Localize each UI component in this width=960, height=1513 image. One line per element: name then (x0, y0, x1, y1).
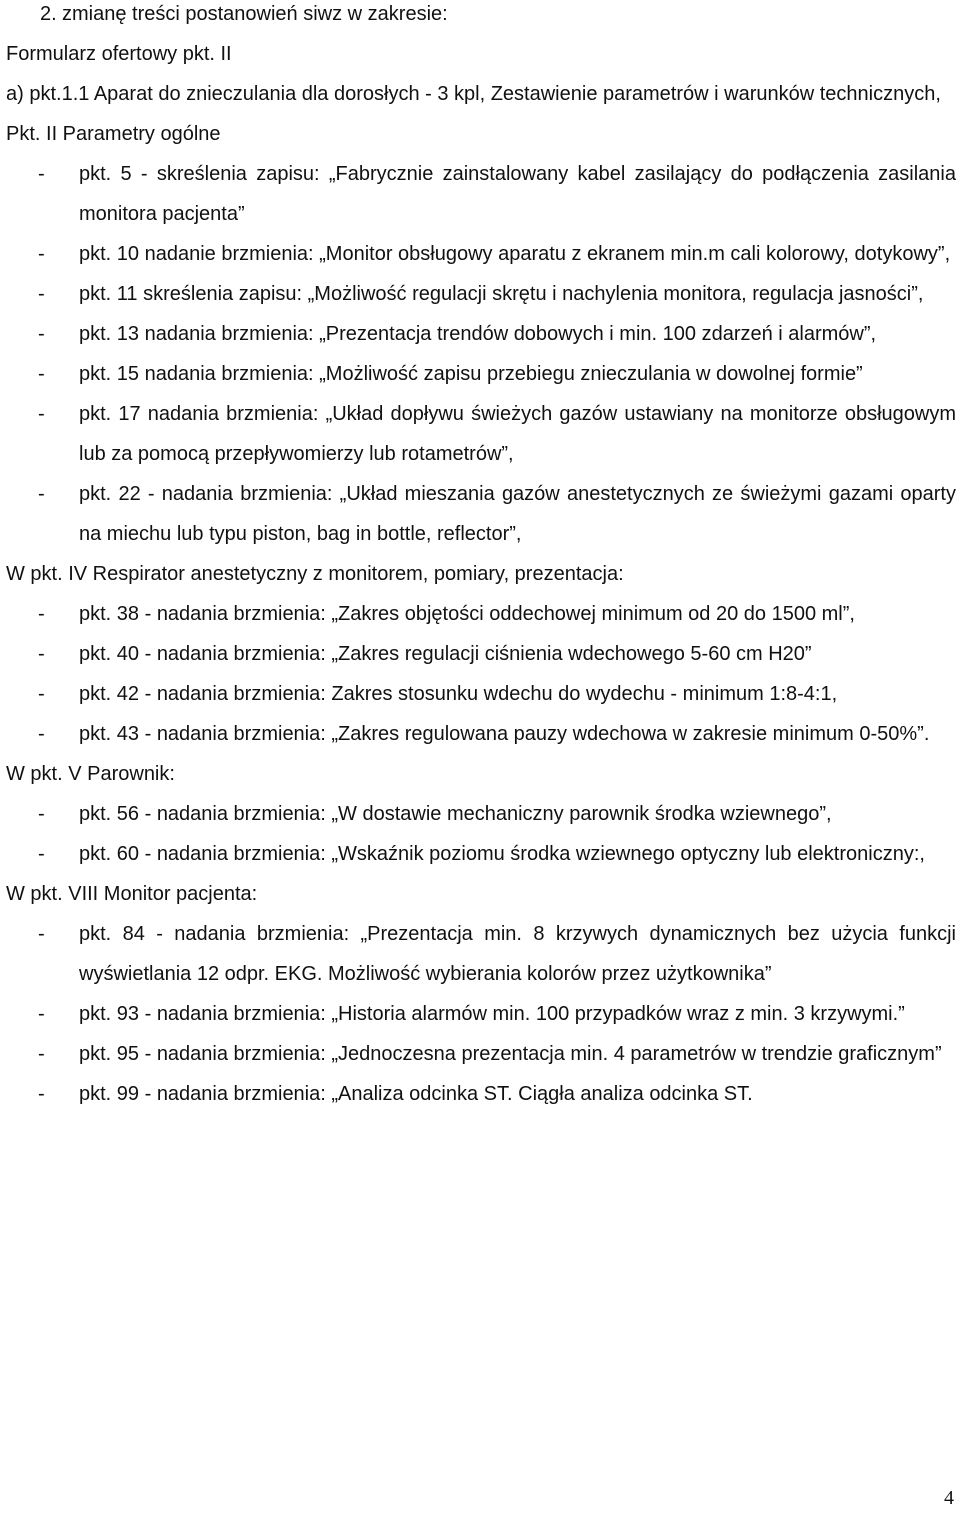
list-item (0, 594, 960, 634)
subsection-a: a) pkt.1.1 Aparat do znieczulania dla dorosłych - 3 kpl, Zestawienie parametrów i warunków technicznych, Pkt. II Parametry ogólne (6, 83, 941, 145)
section4-heading: W pkt. VIII Monitor pacjenta: (6, 883, 258, 905)
dash-marker: - (38, 243, 45, 265)
list-item (0, 1074, 960, 1114)
dash-marker: - (38, 723, 45, 745)
list-item (0, 154, 960, 234)
list-item (0, 274, 960, 314)
section2-heading: W pkt. IV Respirator anestetyczny z monitorem, pomiary, prezentacja: (6, 563, 624, 585)
section-heading (0, 0, 960, 34)
item-text: pkt. 84 - nadania brzmienia: „Prezentacja min. 8 krzywych dynamicznych bez użycia funkcji wyświetlania 12 odpr. EKG. Możliwość wybierania kolorów przez użytkownika” (79, 923, 956, 985)
dash-marker: - (38, 1043, 45, 1065)
list-item (0, 914, 960, 994)
heading-number: 2. (40, 3, 57, 25)
form-reference: Formularz ofertowy pkt. II (6, 43, 232, 65)
list-item (0, 394, 960, 474)
dash-marker: - (38, 283, 45, 305)
item-text: pkt. 40 - nadania brzmienia: „Zakres regulacji ciśnienia wdechowego 5-60 cm H20” (79, 643, 812, 665)
dash-marker: - (38, 603, 45, 625)
item-text: pkt. 93 - nadania brzmienia: „Historia alarmów min. 100 przypadków wraz z min. 3 krzywymi.” (79, 1003, 905, 1025)
item-text: pkt. 56 - nadania brzmienia: „W dostawie mechaniczny parownik środka wziewnego”, (79, 803, 832, 825)
list-item (0, 714, 960, 754)
dash-marker: - (38, 923, 45, 945)
item-text: pkt. 95 - nadania brzmienia: „Jednoczesna prezentacja min. 4 parametrów w trendzie graficznym” (79, 1043, 942, 1065)
item-text: pkt. 5 - skreślenia zapisu: „Fabrycznie zainstalowany kabel zasilający do podłączenia zasilania monitora pacjenta” (79, 163, 956, 225)
list-item (0, 994, 960, 1034)
list-item (0, 354, 960, 394)
section2-list (0, 594, 960, 754)
dash-marker: - (38, 1003, 45, 1025)
item-text: pkt. 99 - nadania brzmienia: „Analiza odcinka ST. Ciągła analiza odcinka ST. (79, 1083, 753, 1105)
list-item (0, 1034, 960, 1074)
item-text: pkt. 10 nadanie brzmienia: „Monitor obsługowy aparatu z ekranem min.m cali kolorowy, dotykowy”, (79, 243, 951, 265)
list-item (0, 474, 960, 554)
heading-text: zmianę treści postanowień siwz w zakresie: (62, 3, 448, 25)
item-text: pkt. 13 nadania brzmienia: „Prezentacja trendów dobowych i min. 100 zdarzeń i alarmów”, (79, 323, 877, 345)
dash-marker: - (38, 403, 45, 425)
dash-marker: - (38, 643, 45, 665)
item-text: pkt. 60 - nadania brzmienia: „Wskaźnik poziomu środka wziewnego optyczny lub elektroniczny:, (79, 843, 925, 865)
section4-list (0, 914, 960, 1114)
list-item (0, 834, 960, 874)
item-text: pkt. 11 skreślenia zapisu: „Możliwość regulacji skrętu i nachylenia monitora, regulacja jasności”, (79, 283, 924, 305)
dash-marker: - (38, 323, 45, 345)
list-item (0, 674, 960, 714)
item-text: pkt. 15 nadania brzmienia: „Możliwość zapisu przebiegu znieczulania w dowolnej formie” (79, 363, 863, 385)
item-text: pkt. 38 - nadania brzmienia: „Zakres objętości oddechowej minimum od 20 do 1500 ml”, (79, 603, 855, 625)
dash-marker: - (38, 163, 45, 185)
item-text: pkt. 17 nadania brzmienia: „Układ dopływu świeżych gazów ustawiany na monitorze obsługowym lub za pomocą przepływomierzy lub rotametrów”, (79, 403, 956, 465)
item-text: pkt. 42 - nadania brzmienia: Zakres stosunku wdechu do wydechu - minimum 1:8-4:1, (79, 683, 838, 705)
dash-marker: - (38, 803, 45, 825)
page-number: 4 (944, 1487, 954, 1509)
list-item (0, 634, 960, 674)
item-text: pkt. 22 - nadania brzmienia: „Układ mieszania gazów anestetycznych ze świeżymi gazami oparty na miechu lub typu piston, bag in bottle, reflector”, (79, 483, 956, 545)
section3-heading: W pkt. V Parownik: (6, 763, 175, 785)
section3-list (0, 794, 960, 874)
dash-marker: - (38, 1083, 45, 1105)
dash-marker: - (38, 683, 45, 705)
list-item (0, 314, 960, 354)
dash-marker: - (38, 483, 45, 505)
list-item (0, 234, 960, 274)
list-item (0, 794, 960, 834)
section1-list (0, 154, 960, 554)
dash-marker: - (38, 363, 45, 385)
item-text: pkt. 43 - nadania brzmienia: „Zakres regulowana pauzy wdechowa w zakresie minimum 0-50%”. (79, 723, 930, 745)
dash-marker: - (38, 843, 45, 865)
